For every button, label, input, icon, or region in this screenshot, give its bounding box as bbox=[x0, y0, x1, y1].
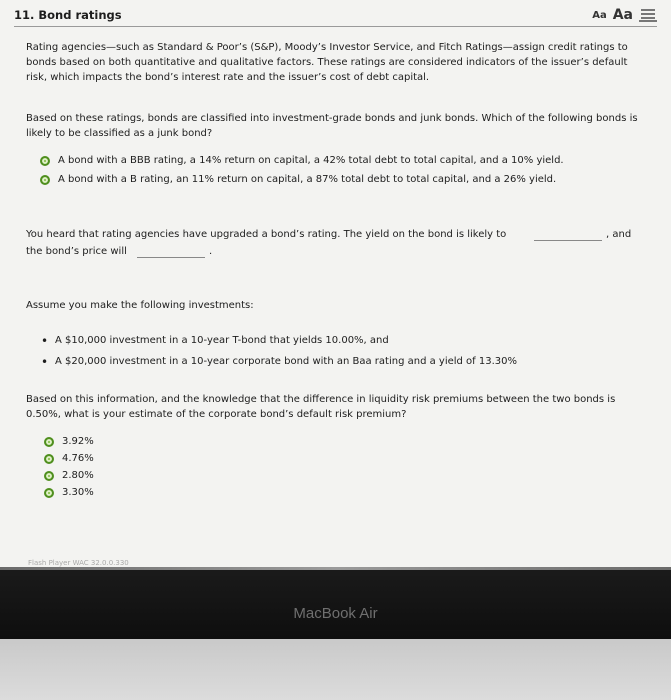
question1-option-a[interactable] bbox=[40, 155, 564, 166]
option-label: A bond with a B rating, an 11% return on capital, a 87% total debt to total capital, and a 26% yield. bbox=[58, 174, 557, 185]
radio-button-icon[interactable] bbox=[44, 488, 54, 498]
question2-line1: You heard that rating agencies have upgraded a bond’s rating. The yield on the bond is likely to bbox=[26, 229, 507, 240]
laptop-bezel bbox=[0, 559, 671, 639]
radio-button-icon[interactable] bbox=[44, 437, 54, 447]
radio-button-icon[interactable] bbox=[40, 156, 50, 166]
question1-text: Based on these ratings, bonds are classified into investment-grade bonds and junk bonds. Which of the following bonds is likely to be classified as a junk bond? bbox=[26, 113, 638, 139]
radio-button-icon[interactable] bbox=[40, 175, 50, 185]
question2-line2-end: . bbox=[209, 246, 213, 257]
question3-choice[interactable] bbox=[44, 436, 94, 447]
question-title: 11. Bond ratings bbox=[14, 8, 122, 22]
flash-player-text: Flash Player WAC 32.0.0.330 bbox=[28, 559, 129, 567]
option-label: A bond with a BBB rating, a 14% return on capital, a 42% total debt to total capital, and a 10% yield. bbox=[58, 155, 564, 166]
investment-item: • A $20,000 investment in a 10-year corporate bond with an Baa rating and a yield of 13.30% bbox=[55, 356, 517, 367]
screen-footer-strip bbox=[0, 567, 671, 570]
question-header bbox=[14, 8, 657, 27]
print-icon[interactable] bbox=[639, 8, 657, 22]
investment-item: • A $10,000 investment in a 10-year T-bond that yields 10.00%, and bbox=[55, 335, 389, 346]
device-brand: MacBook Air bbox=[293, 605, 378, 622]
yield-dropdown[interactable] bbox=[534, 240, 602, 241]
question2-line2: the bond’s price will bbox=[26, 246, 127, 257]
question2-line1-end: , and bbox=[606, 229, 632, 240]
radio-button-icon[interactable] bbox=[44, 471, 54, 481]
intro-paragraph: Rating agencies—such as Standard & Poor’s (S&P), Moody’s Investor Service, and Fitch Ratings—assign credit ratings to bonds based on both quantitative and qualitative factors. These ratings are considered indicators of the issuer’s default risk, which impacts the bond’s interest rate and the issuer’s cost of debt capital. bbox=[26, 42, 628, 83]
question3-choice[interactable] bbox=[44, 470, 94, 481]
choice-label: 3.92% bbox=[62, 436, 94, 447]
laptop-base bbox=[0, 639, 671, 700]
choice-label: 2.80% bbox=[62, 470, 94, 481]
choice-label: 4.76% bbox=[62, 453, 94, 464]
header-tools bbox=[592, 5, 657, 25]
price-dropdown[interactable] bbox=[137, 257, 205, 258]
radio-button-icon[interactable] bbox=[44, 454, 54, 464]
question3-text: Based on this information, and the knowledge that the difference in liquidity risk premiums between the two bonds is 0.50%, what is your estimate of the corporate bond’s default risk premium? bbox=[26, 394, 616, 420]
question3-choice[interactable] bbox=[44, 487, 94, 498]
question1-option-b[interactable] bbox=[40, 174, 556, 185]
decrease-font-button[interactable]: Aa bbox=[592, 9, 607, 21]
choice-label: 3.30% bbox=[62, 487, 94, 498]
question3-intro: Assume you make the following investments: bbox=[26, 300, 254, 311]
increase-font-button[interactable]: Aa bbox=[612, 7, 633, 23]
question3-choice[interactable] bbox=[44, 453, 94, 464]
